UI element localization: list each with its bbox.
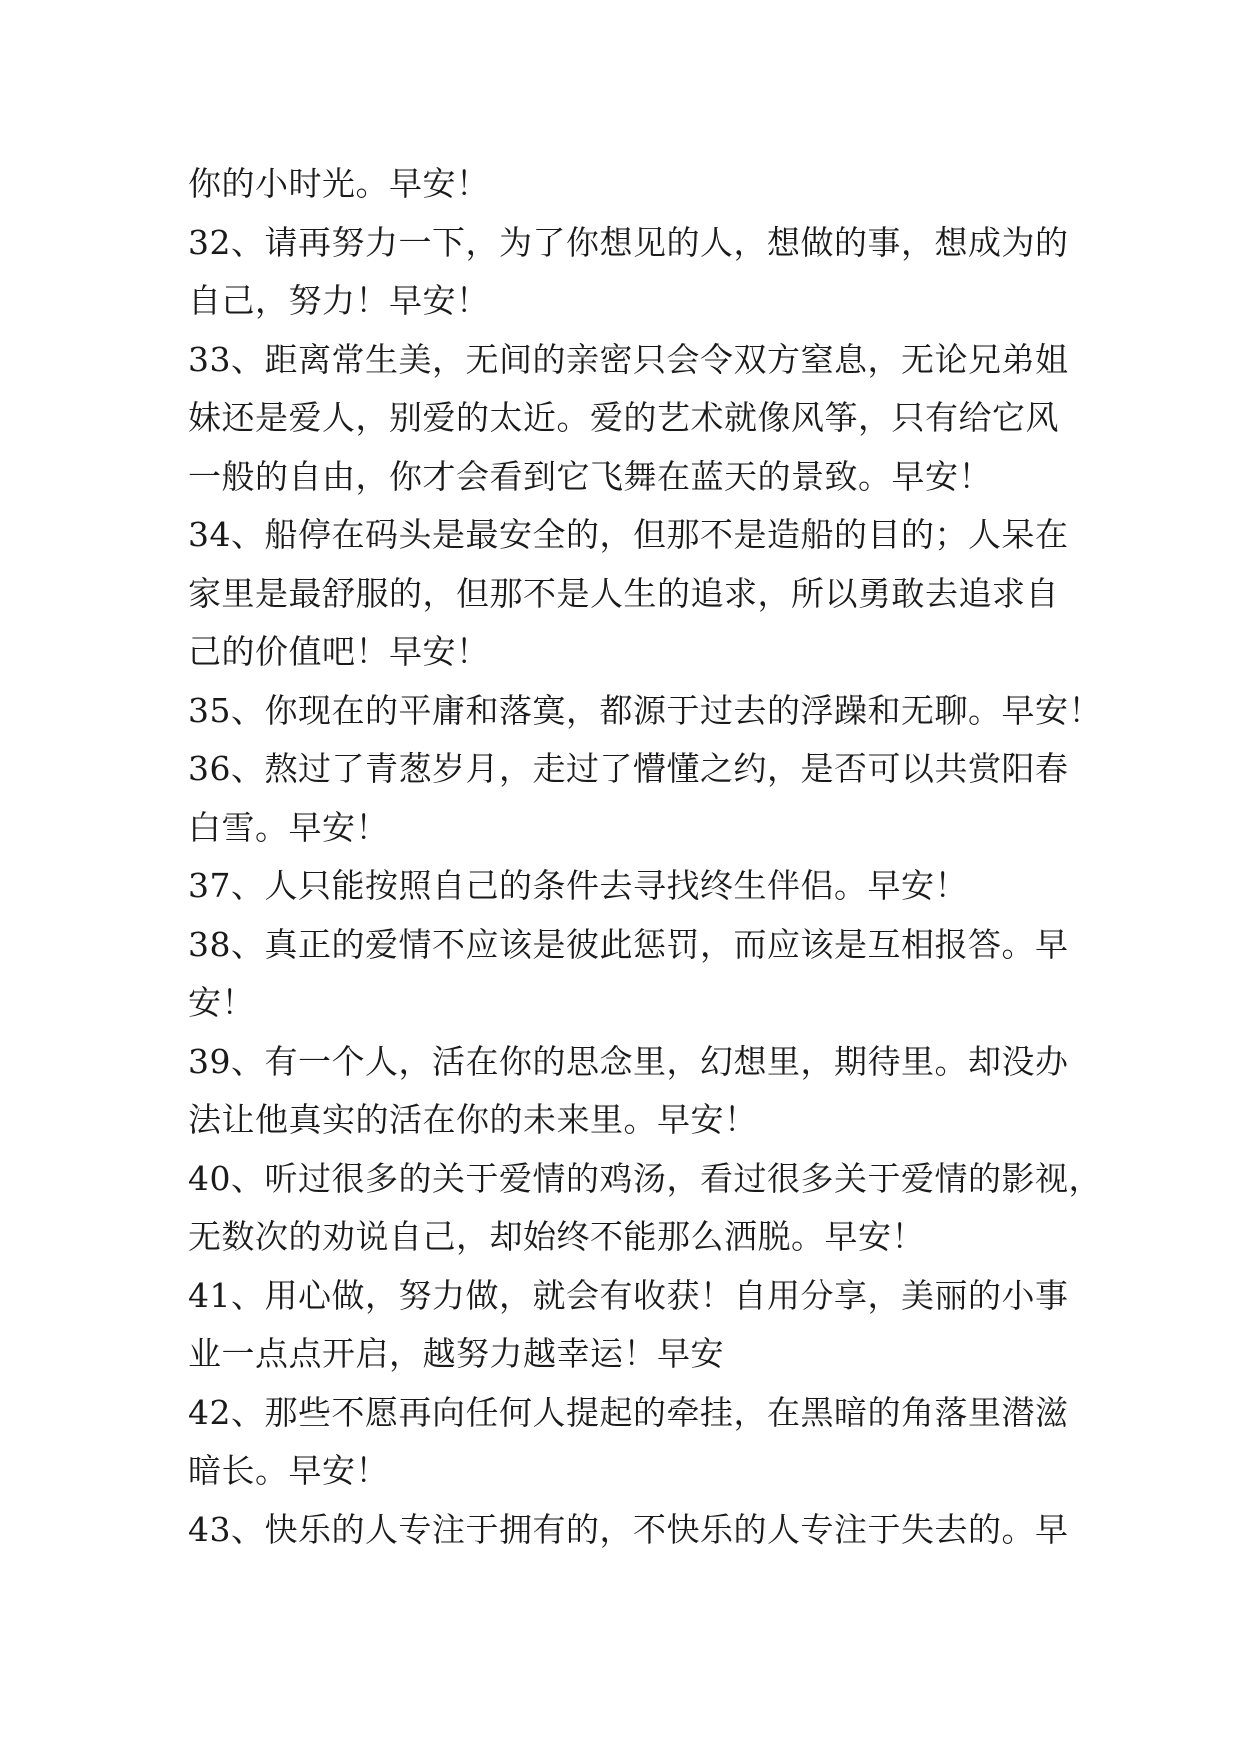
text-line: 一般的自由，你才会看到它飞舞在蓝天的景致。早安！ xyxy=(188,456,992,496)
text-line: 家里是最舒服的，但那不是人生的追求，所以勇敢去追求自 xyxy=(188,573,1059,613)
text-line: 43、快乐的人专注于拥有的，不快乐的人专注于失去的。早 xyxy=(188,1509,1069,1549)
text-line: 40、听过很多的关于爱情的鸡汤，看过很多关于爱情的影视， xyxy=(188,1158,1102,1198)
text-line: 38、真正的爱情不应该是彼此惩罚，而应该是互相报答。早 xyxy=(188,924,1069,964)
text-line: 安！ xyxy=(188,983,255,1022)
text-line: 34、船停在码头是最安全的，但那不是造船的目的；人呆在 xyxy=(188,515,1069,554)
text-line: 35、你现在的平庸和落寞，都源于过去的浮躁和无聊。早安！ xyxy=(188,690,1102,730)
text-line: 37、人只能按照自己的条件去寻找终生伴侣。早安！ xyxy=(188,866,968,905)
text-line: 法让他真实的活在你的未来里。早安！ xyxy=(188,1100,758,1139)
text-line: 己的价值吧！早安！ xyxy=(188,632,490,671)
text-line: 36、熬过了青葱岁月，走过了懵懂之约，是否可以共赏阳春 xyxy=(188,749,1069,788)
text-line: 32、请再努力一下，为了你想见的人，想做的事，想成为的 xyxy=(188,222,1069,262)
text-line: 自己，努力！早安！ xyxy=(188,281,490,320)
text-line: 41、用心做，努力做，就会有收获！自用分享，美丽的小事 xyxy=(188,1275,1069,1315)
document-body xyxy=(188,155,1102,1559)
text-line: 你的小时光。早安！ xyxy=(188,164,490,203)
text-line: 暗长。早安！ xyxy=(188,1451,389,1490)
text-line: 42、那些不愿再向任何人提起的牵挂，在黑暗的角落里潜滋 xyxy=(188,1392,1069,1432)
text-line: 白雪。早安！ xyxy=(188,807,389,847)
text-line: 39、有一个人，活在你的思念里，幻想里，期待里。却没办 xyxy=(188,1041,1069,1081)
text-line: 无数次的劝说自己，却始终不能那么洒脱。早安！ xyxy=(188,1217,925,1256)
text-line: 妹还是爱人，别爱的太近。爱的艺术就像风筝，只有给它风 xyxy=(188,398,1059,437)
text-line: 业一点点开启，越努力越幸运！早安 xyxy=(188,1334,724,1373)
text-line: 33、距离常生美，无间的亲密只会令双方窒息，无论兄弟姐 xyxy=(188,339,1069,379)
